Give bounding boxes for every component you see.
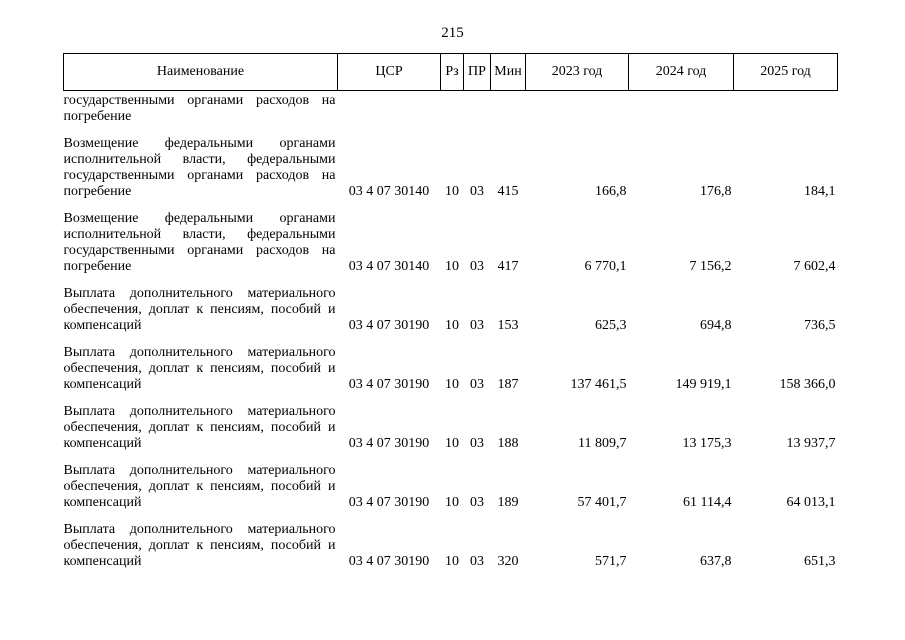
row-csr: 03 4 07 30190 [348, 436, 430, 451]
row-2023: 571,7 [595, 554, 627, 569]
row-2024: 7 156,2 [689, 259, 732, 274]
row-spacer [64, 511, 838, 522]
row-2025: 13 937,7 [786, 436, 836, 451]
row-spacer [64, 275, 838, 286]
row-pr: 03 [470, 318, 484, 333]
row-2023: 137 461,5 [570, 377, 627, 392]
row-min: 415 [497, 184, 519, 199]
row-2025: 64 013,1 [786, 495, 836, 510]
row-name: Выплата дополнительного материального обеспечения, доплат к пенсиям, пособий и компенсаций [63, 522, 336, 569]
row-2025: 158 366,0 [779, 377, 836, 392]
header-rz: Рз [441, 54, 464, 91]
table-row [64, 286, 838, 334]
row-csr: 03 4 07 30140 [348, 184, 430, 199]
row-min: 153 [497, 318, 519, 333]
row-2024: 149 919,1 [675, 377, 732, 392]
header-csr: ЦСР [338, 54, 441, 91]
row-csr: 03 4 07 30190 [348, 554, 430, 569]
row-2025: 736,5 [804, 318, 836, 333]
row-spacer [64, 125, 838, 136]
row-2025 [734, 91, 838, 126]
header-pr: ПР [464, 54, 491, 91]
row-rz: 10 [445, 554, 459, 569]
row-csr: 03 4 07 30190 [348, 377, 430, 392]
page-number: 215 [441, 25, 464, 41]
row-min: 187 [497, 377, 519, 392]
row-2023 [526, 91, 629, 126]
table-header [64, 54, 838, 91]
row-rz: 10 [445, 377, 459, 392]
row-2024: 61 114,4 [683, 495, 732, 510]
row-2024: 176,8 [700, 184, 732, 199]
table-row [64, 463, 838, 511]
row-2024: 13 175,3 [682, 436, 732, 451]
row-2025: 7 602,4 [793, 259, 836, 274]
row-rz: 10 [445, 259, 459, 274]
row-min [491, 91, 526, 126]
row-min: 417 [497, 259, 519, 274]
row-pr: 03 [470, 377, 484, 392]
header-name: Наименование [64, 54, 338, 91]
table-row [64, 522, 838, 570]
row-pr: 03 [470, 554, 484, 569]
row-name: Выплата дополнительного материального обеспечения, доплат к пенсиям, пособий и компенсаций [63, 345, 336, 392]
row-spacer [64, 200, 838, 211]
row-min: 320 [497, 554, 519, 569]
row-spacer [64, 452, 838, 463]
table-row [64, 345, 838, 393]
budget-table [63, 53, 838, 570]
header-2023: 2023 год [526, 54, 629, 91]
row-pr: 03 [470, 436, 484, 451]
row-csr [338, 91, 441, 126]
row-name: государственными органами расходов на погребение [63, 93, 336, 124]
row-spacer [64, 393, 838, 404]
row-name: Выплата дополнительного материального обеспечения, доплат к пенсиям, пособий и компенсаций [63, 286, 336, 333]
row-2024: 637,8 [700, 554, 732, 569]
table-header-row [64, 54, 838, 91]
row-2023: 166,8 [595, 184, 627, 199]
row-name: Выплата дополнительного материального обеспечения, доплат к пенсиям, пособий и компенсаций [63, 463, 336, 510]
row-min: 189 [497, 495, 519, 510]
header-2024: 2024 год [629, 54, 734, 91]
row-csr: 03 4 07 30190 [348, 318, 430, 333]
row-spacer [64, 334, 838, 345]
row-name: Выплата дополнительного материального обеспечения, доплат к пенсиям, пособий и компенсаций [63, 404, 336, 451]
row-2025: 184,1 [804, 184, 836, 199]
row-rz: 10 [445, 184, 459, 199]
row-rz: 10 [445, 318, 459, 333]
row-2023: 6 770,1 [584, 259, 627, 274]
row-pr [464, 91, 491, 126]
row-name: Возмещение федеральными органами исполнительной власти, федеральными государственными органами расходов на погребение [63, 211, 336, 274]
table-body [64, 91, 838, 571]
table-row [64, 211, 838, 275]
row-pr: 03 [470, 259, 484, 274]
row-2023: 57 401,7 [577, 495, 627, 510]
row-rz: 10 [445, 495, 459, 510]
row-name: Возмещение федеральными органами исполнительной власти, федеральными государственными органами расходов на погребение [63, 136, 336, 199]
row-csr: 03 4 07 30190 [348, 495, 430, 510]
row-2024: 694,8 [700, 318, 732, 333]
table-row [64, 404, 838, 452]
row-2023: 625,3 [595, 318, 627, 333]
row-min: 188 [497, 436, 519, 451]
row-pr: 03 [470, 495, 484, 510]
table-row [64, 136, 838, 200]
row-rz: 10 [445, 436, 459, 451]
header-min: Мин [491, 54, 526, 91]
row-2023: 11 809,7 [578, 436, 627, 451]
row-2024 [629, 91, 734, 126]
table-row [64, 91, 838, 126]
row-pr: 03 [470, 184, 484, 199]
row-rz [441, 91, 464, 126]
row-2025: 651,3 [804, 554, 836, 569]
header-2025: 2025 год [734, 54, 838, 91]
row-csr: 03 4 07 30140 [348, 259, 430, 274]
